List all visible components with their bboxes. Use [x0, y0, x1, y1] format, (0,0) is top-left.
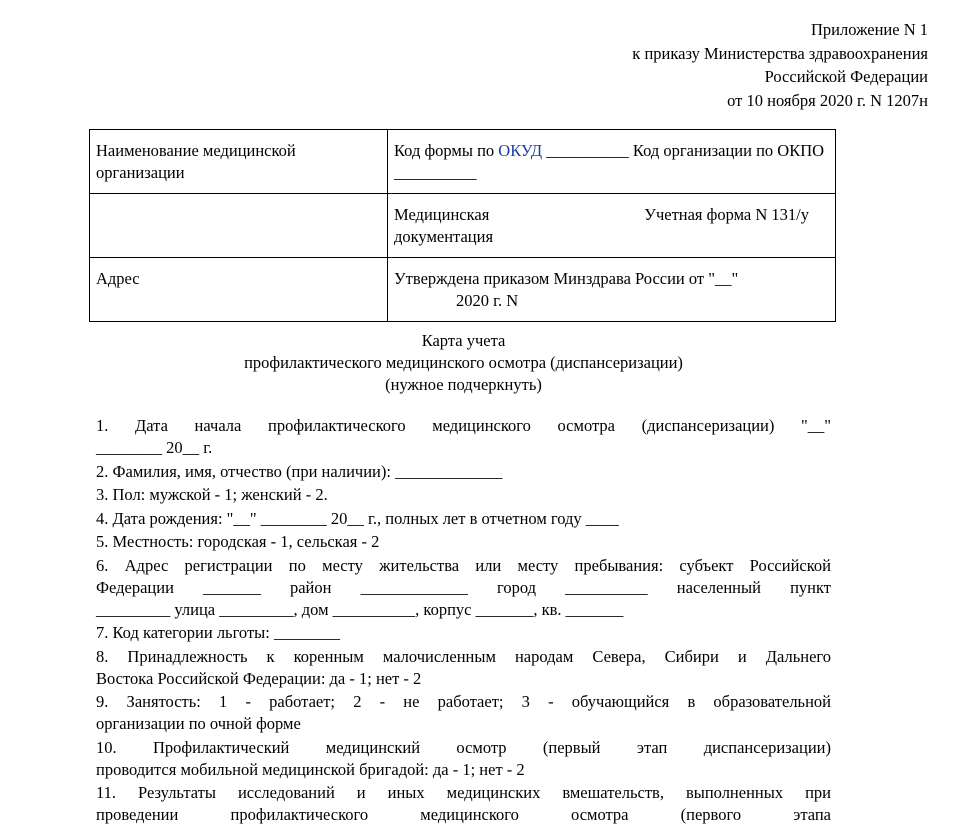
org-name-label: Наименование медицинской организации [96, 141, 296, 182]
title-line-2: профилактического медицинского осмотра (диспансеризации) [244, 353, 683, 372]
approval-line-2: 2020 г. N [456, 291, 519, 310]
item-10-line-1: 10. Профилактический медицинский осмотр (первый этап диспансеризации) [96, 737, 831, 757]
item-10-line-2: проводится мобильной медицинской бригадой: да - 1; нет - 2 [96, 759, 525, 779]
okud-blank: __________ [546, 141, 629, 160]
item-8-line-2: Востока Российской Федерации: да - 1; нет - 2 [96, 668, 422, 688]
header-line-date: от 10 ноября 2020 г. N 1207н [727, 90, 928, 110]
item-6-line-1: 6. Адрес регистрации по месту жительства или месту пребывания: субъект Российской [96, 555, 831, 575]
item-8 [96, 646, 831, 690]
header-line-federation: Российской Федерации [764, 67, 928, 86]
empty-cell [90, 194, 388, 258]
org-code-label: Код организации по ОКПО [628, 141, 825, 160]
okud-prefix: Код формы по [394, 141, 499, 160]
address-cell [90, 258, 388, 322]
item-11 [96, 782, 831, 826]
item-6-line-2: Федерации _______ район _____________ город __________ населенный пункт [96, 577, 831, 597]
item-10 [96, 737, 831, 781]
title-line-3: (нужное подчеркнуть) [385, 375, 542, 394]
form-header-table [89, 129, 836, 322]
item-11-line-2: проведении профилактического медицинского осмотра (первого этапа [96, 805, 831, 824]
header-line-appendix: Приложение N 1 [811, 20, 928, 39]
title-line-1: Карта учета [421, 331, 506, 350]
item-1 [96, 415, 831, 459]
item-11-line-1: 11. Результаты исследований и иных медицинских вмешательств, выполненных при [96, 783, 831, 802]
item-1-line-1: 1. Дата начала профилактического медицинского осмотра (диспансеризации) "__" [96, 416, 831, 435]
approval-cell [388, 258, 836, 322]
item-7: 7. Код категории льготы: ________ [96, 623, 340, 642]
item-9-line-2: организации по очной форме [96, 714, 301, 733]
item-6 [96, 555, 831, 621]
card-body [96, 415, 831, 828]
form-code-cell [388, 130, 836, 194]
med-doc-label: Медицинская документация [394, 205, 494, 246]
form-number-label: Учетная форма N 131/у [644, 205, 809, 224]
item-5: 5. Местность: городская - 1, сельская - 2 [96, 532, 380, 551]
item-4: 4. Дата рождения: "__" ________ 20__ г., полных лет в отчетном году ____ [96, 508, 619, 528]
okud-link[interactable]: ОКУД [498, 141, 543, 160]
item-6-line-3: _________ улица _________, дом __________, корпус _______, кв. _______ [96, 599, 624, 619]
item-3: 3. Пол: мужской - 1; женский - 2. [96, 485, 328, 504]
item-9 [96, 691, 831, 735]
card-title [0, 330, 927, 396]
address-label: Адрес [96, 269, 140, 288]
org-name-cell [90, 130, 388, 194]
item-8-line-1: 8. Принадлежность к коренным малочисленным народам Севера, Сибири и Дальнего [96, 646, 831, 666]
okpo-blank: __________ [394, 163, 477, 182]
item-2: 2. Фамилия, имя, отчество (при наличии): _____________ [96, 461, 503, 481]
item-9-line-1: 9. Занятость: 1 - работает; 2 - не работает; 3 - обучающийся в образовательной [96, 692, 831, 711]
document-header [632, 18, 928, 112]
item-1-line-2: ________ 20__ г. [96, 438, 213, 457]
approval-line-1: Утверждена приказом Минздрава России от "__" [394, 269, 739, 288]
doc-type-cell [388, 194, 836, 258]
header-line-order: к приказу Министерства здравоохранения [632, 43, 928, 63]
